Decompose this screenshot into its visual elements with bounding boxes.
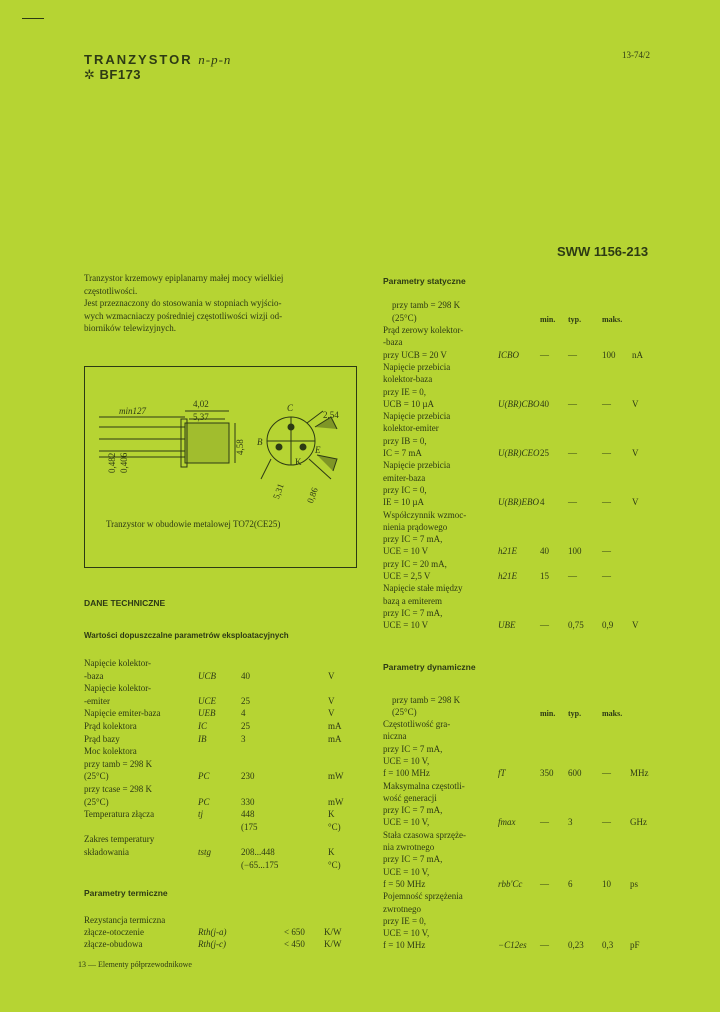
cell-label: przy tamb = 298 K — [84, 758, 153, 769]
table-row — [0, 545, 720, 557]
cell-label: Napięcie kolektor- — [84, 683, 152, 694]
cell-label: emiter-baza — [383, 472, 426, 483]
table-row — [0, 915, 720, 927]
cell-unit: V — [632, 620, 639, 631]
cell-min: — — [540, 620, 549, 631]
cell-val: 448 — [241, 809, 255, 820]
table-row — [0, 792, 720, 804]
cell-label: Napięcie przebicia — [383, 411, 451, 422]
intro-line: Jest przeznaczony do stosowania w stopniach wyjścio- — [84, 298, 282, 308]
table-row — [0, 780, 720, 792]
dim-label: 2,54 — [323, 410, 339, 420]
table-row — [0, 682, 720, 694]
cell-val: 25 — [241, 695, 250, 706]
cell-sym: PC — [198, 796, 210, 807]
table-row — [0, 804, 720, 816]
cell-unit: nA — [632, 349, 643, 360]
cell-typ: — — [568, 571, 577, 581]
cell-val: 230 — [241, 771, 255, 782]
cell-typ: 0,75 — [568, 620, 584, 631]
cell-label: (25°C) — [84, 771, 109, 782]
cell-label: Moc kolektora — [84, 746, 137, 757]
table-row — [0, 657, 720, 669]
cell-label: Temperatura złącza — [84, 809, 155, 820]
col-max: maks. — [602, 709, 623, 718]
table-row — [0, 496, 720, 508]
page-footer: 13 — Elementy półprzewodnikowe — [78, 960, 192, 969]
cell-label: Napięcie kolektor- — [84, 658, 152, 668]
cell-unit: mA — [328, 721, 342, 731]
cell-unit: GHz — [630, 817, 647, 828]
cell-label: wość generacji — [383, 792, 437, 803]
cell-unit: K — [328, 847, 335, 857]
cell-unit: K — [328, 809, 335, 820]
static-heading: Parametry statyczne — [383, 276, 466, 286]
dim-label: 0,86 — [305, 486, 320, 505]
cell-label: Prąd bazy — [84, 733, 120, 744]
cell-label: Pojemność sprzężenia — [383, 891, 463, 902]
cell-label: UCE = 10 V, — [383, 866, 430, 877]
table-row — [0, 336, 720, 348]
cell-typ: — — [568, 398, 577, 409]
cell-val: 208...448 — [241, 847, 275, 857]
cell-unit: °C) — [328, 821, 341, 832]
cell-label: f = 50 MHz — [383, 878, 426, 889]
static-condition: (25°C) — [392, 313, 417, 323]
cell-typ: — — [568, 497, 577, 508]
cell-label: UCE = 10 V, — [383, 755, 430, 766]
limits-heading: Wartości dopuszczalne parametrów eksploatacyjnych — [84, 631, 289, 640]
table-row — [0, 472, 720, 484]
cell-label: UCE = 10 V — [383, 546, 429, 557]
page-title — [84, 52, 231, 68]
col-min: min. — [540, 315, 556, 324]
table-row — [0, 558, 720, 570]
cell-label: IC = 7 mA — [383, 448, 422, 458]
table-row — [0, 743, 720, 755]
table-row — [0, 386, 720, 398]
cell-sym: IC — [198, 721, 207, 731]
cell-label: składowania — [84, 847, 129, 857]
table-row — [0, 607, 720, 619]
intro-line: Tranzystor krzemowy epiplanarny małej mocy wielkiej — [84, 273, 284, 283]
cell-max: 100 — [602, 349, 616, 360]
cell-sym: ICBO — [498, 349, 519, 360]
cell-max: 10 — [602, 878, 611, 889]
cell-min: — — [540, 817, 549, 828]
cell-label: przy IC = 7 mA, — [383, 805, 443, 816]
page-code: 13-74/2 — [622, 50, 650, 60]
cell-min: — — [540, 878, 549, 889]
col-typ: typ. — [568, 709, 582, 718]
cell-label: UCE = 10 V, — [383, 928, 430, 939]
cell-label: przy IE = 0, — [383, 915, 427, 926]
table-row — [0, 619, 720, 631]
dim-label: 5,37 — [193, 412, 209, 422]
table-row — [0, 447, 720, 459]
cell-label: Napięcie przebicia — [383, 460, 451, 471]
title-suffix: n-p-n — [198, 52, 232, 67]
cell-label: Napięcie emiter-baza — [84, 708, 161, 719]
cell-unit: K/W — [324, 939, 342, 949]
cell-label: Prąd zerowy kolektor- — [383, 325, 464, 335]
cell-max: — — [602, 448, 611, 458]
figure-caption: Tranzystor w obudowie metalowej TO72(CE25) — [106, 519, 281, 529]
tech-heading: DANE TECHNICZNE — [84, 598, 166, 608]
cell-max: — — [602, 817, 611, 828]
dim-label: 4,02 — [193, 399, 209, 409]
cell-label: Zakres temperatury — [84, 834, 155, 845]
cell-label: UCE = 2,5 V — [383, 571, 431, 581]
cell-label: przy IC = 7 mA, — [383, 743, 443, 754]
cell-label: UCB = 10 µA — [383, 398, 435, 409]
table-row — [0, 767, 720, 779]
cell-max: — — [602, 546, 611, 557]
dynamic-condition: przy tamb = 298 K — [392, 695, 461, 705]
table-row — [0, 718, 720, 730]
cell-unit: °C) — [328, 859, 341, 870]
cell-label: Częstotliwość gra- — [383, 719, 451, 729]
cell-max: 0,9 — [602, 620, 614, 631]
table-row — [0, 695, 720, 707]
table-row — [0, 816, 720, 828]
cell-label: przy IC = 7 mA, — [383, 534, 443, 545]
cell-typ: — — [568, 448, 577, 458]
cell-min: — — [540, 940, 549, 951]
cell-sym: UBE — [498, 620, 516, 631]
cell-val: 40 — [241, 670, 250, 681]
cell-val: (175 — [241, 821, 258, 832]
cell-label: UCE = 10 V, — [383, 817, 430, 828]
cell-label: Rezystancja termiczna — [84, 915, 166, 925]
cell-label: kolektor-emiter — [383, 423, 439, 434]
cell-label: -emiter — [84, 695, 110, 706]
cell-sym: h21E — [498, 546, 517, 557]
cell-label: złącze-otoczenie — [84, 927, 144, 937]
cell-label: zwrotnego — [383, 903, 421, 914]
table-row — [0, 459, 720, 471]
cell-label: Współczynnik wzmoc- — [383, 509, 467, 520]
cell-unit: ps — [630, 878, 639, 889]
cell-sym: fT — [498, 768, 506, 779]
cell-min: 25 — [540, 448, 549, 458]
table-row — [0, 927, 720, 939]
cell-min: 4 — [540, 497, 545, 508]
cell-label: przy IB = 0, — [383, 435, 427, 446]
table-row — [0, 509, 720, 521]
cell-label: Napięcie stałe między — [383, 583, 463, 594]
cell-typ: 600 — [568, 768, 582, 779]
cell-label: kolektor-baza — [383, 374, 433, 385]
cell-sym: IB — [198, 733, 207, 744]
cell-label: przy UCB = 20 V — [383, 349, 447, 360]
cell-max: — — [602, 398, 611, 409]
cell-val: 25 — [241, 721, 250, 731]
dim-label: K — [295, 457, 302, 467]
cell-label: przy IE = 0, — [383, 386, 427, 397]
cell-min: 40 — [540, 398, 549, 409]
table-row — [0, 878, 720, 890]
table-row — [0, 595, 720, 607]
cell-sym: fmax — [498, 817, 516, 828]
cell-sym: U(BR)EBO — [498, 497, 539, 508]
cell-label: złącze-obudowa — [84, 939, 143, 949]
corner-mark — [22, 18, 44, 19]
cell-min: 15 — [540, 571, 549, 581]
cell-sym: U(BR)CBO — [498, 398, 540, 409]
table-row — [0, 582, 720, 594]
dim-label: min127 — [119, 406, 146, 416]
cell-unit: K/W — [324, 927, 342, 937]
cell-label: -baza — [84, 670, 104, 681]
cell-val: 4 — [241, 708, 246, 719]
table-row — [0, 670, 720, 682]
cell-label: f = 10 MHz — [383, 940, 426, 951]
cell-label: przy tcase = 298 K — [84, 784, 153, 794]
table-row — [0, 521, 720, 533]
cell-label: niczna — [383, 731, 407, 742]
col-max: maks. — [602, 315, 623, 324]
table-row — [0, 730, 720, 742]
table-row — [0, 829, 720, 841]
table-row — [0, 755, 720, 767]
cell-sym: PC — [198, 771, 210, 782]
table-row — [0, 373, 720, 385]
cell-sym: tstg — [198, 847, 212, 857]
table-row — [0, 853, 720, 865]
model-name: ✲ BF173 — [84, 67, 142, 82]
table-row — [0, 939, 720, 951]
cell-val: 3 — [241, 733, 246, 744]
dim-label: 4,58 — [235, 439, 245, 455]
cell-sym: UCB — [198, 670, 216, 681]
cell-val: < 650 — [284, 927, 305, 937]
standard-number: SWW 1156-213 — [557, 244, 649, 259]
cell-unit: V — [328, 708, 335, 719]
cell-sym: UCE — [198, 695, 216, 706]
col-typ: typ. — [568, 315, 582, 324]
static-condition: przy tamb = 298 K — [392, 300, 461, 310]
cell-unit: V — [632, 398, 639, 409]
cell-label: -baza — [383, 337, 403, 348]
cell-sym: Rth(j-c) — [198, 939, 226, 949]
cell-max: 0,3 — [602, 940, 614, 951]
cell-label: Maksymalna częstotli- — [383, 780, 465, 791]
table-row — [0, 890, 720, 902]
cell-label: Prąd kolektora — [84, 721, 137, 731]
table-row — [0, 410, 720, 422]
cell-typ: 0,23 — [568, 940, 584, 951]
cell-max: — — [602, 571, 611, 581]
cell-min: 350 — [540, 768, 554, 779]
cell-max: — — [602, 497, 611, 508]
cell-max: — — [602, 768, 611, 779]
cell-typ: 6 — [568, 878, 573, 889]
cell-unit: V — [328, 695, 335, 706]
cell-label: bazą a emiterem — [383, 595, 442, 606]
cell-typ: 3 — [568, 817, 573, 828]
cell-label: UCE = 10 V — [383, 620, 429, 631]
cell-label: Napięcie przebicia — [383, 361, 451, 372]
dynamic-condition: (25°C) — [392, 707, 417, 717]
table-row — [0, 903, 720, 915]
cell-sym: U(BR)CEO — [498, 448, 540, 458]
table-row — [0, 533, 720, 545]
dim-label: 0,482 — [107, 452, 117, 473]
cell-unit: pF — [630, 940, 640, 951]
table-row — [0, 349, 720, 361]
table-row — [0, 841, 720, 853]
cell-label: f = 100 MHz — [383, 768, 430, 779]
thermal-heading: Parametry termiczne — [84, 888, 168, 898]
cell-sym: UEB — [198, 708, 216, 719]
cell-label: IE = 10 µA — [383, 497, 425, 508]
intro-line: wych wzmacniaczy pośredniej częstotliwości wizji od- — [84, 310, 283, 321]
cell-val: (−65...175 — [241, 859, 279, 870]
cell-unit: mW — [328, 771, 344, 782]
cell-unit: MHz — [630, 768, 649, 779]
cell-min: — — [540, 349, 549, 360]
dynamic-heading: Parametry dynamiczne — [383, 662, 476, 672]
cell-label: przy IC = 0, — [383, 484, 427, 495]
cell-unit: V — [632, 497, 639, 508]
dim-label: 5,31 — [271, 482, 286, 501]
title-text: TRANZYSTOR — [84, 52, 193, 67]
dim-label: C — [287, 403, 294, 413]
cell-label: przy IC = 7 mA, — [383, 854, 443, 865]
dim-label: 0,406 — [119, 452, 129, 473]
cell-label: Stała czasowa sprzęże- — [383, 829, 466, 840]
table-row — [0, 398, 720, 410]
cell-label: (25°C) — [84, 796, 109, 807]
cell-typ: 100 — [568, 546, 582, 557]
cell-typ: — — [568, 349, 577, 360]
table-row — [0, 435, 720, 447]
cell-label: nienia prądowego — [383, 521, 448, 532]
table-row — [0, 484, 720, 496]
table-row — [0, 866, 720, 878]
table-row — [0, 324, 720, 336]
cell-sym: Rth(j-a) — [198, 927, 227, 937]
cell-label: nia zwrotnego — [383, 842, 435, 852]
intro-line: częstotliwości. — [84, 285, 138, 296]
table-row — [0, 570, 720, 582]
dim-label: E — [315, 445, 321, 455]
intro-line: biorników telewizyjnych. — [84, 323, 176, 333]
cell-val: 330 — [241, 796, 255, 807]
cell-val: < 450 — [284, 939, 305, 949]
table-row — [0, 422, 720, 434]
cell-unit: V — [328, 670, 335, 681]
cell-unit: V — [632, 448, 639, 458]
cell-sym: rbb'Cc — [498, 878, 523, 889]
cell-sym: h21E — [498, 571, 517, 581]
cell-min: 40 — [540, 546, 549, 557]
cell-label: przy IC = 20 mA, — [383, 558, 447, 569]
cell-unit: mW — [328, 796, 344, 807]
cell-unit: mA — [328, 733, 342, 744]
col-min: min. — [540, 709, 556, 718]
cell-sym: tj — [198, 809, 204, 820]
table-row — [0, 361, 720, 373]
dim-label: B — [257, 437, 263, 447]
cell-sym: −C12es — [498, 940, 527, 951]
cell-label: przy IC = 7 mA, — [383, 607, 443, 618]
